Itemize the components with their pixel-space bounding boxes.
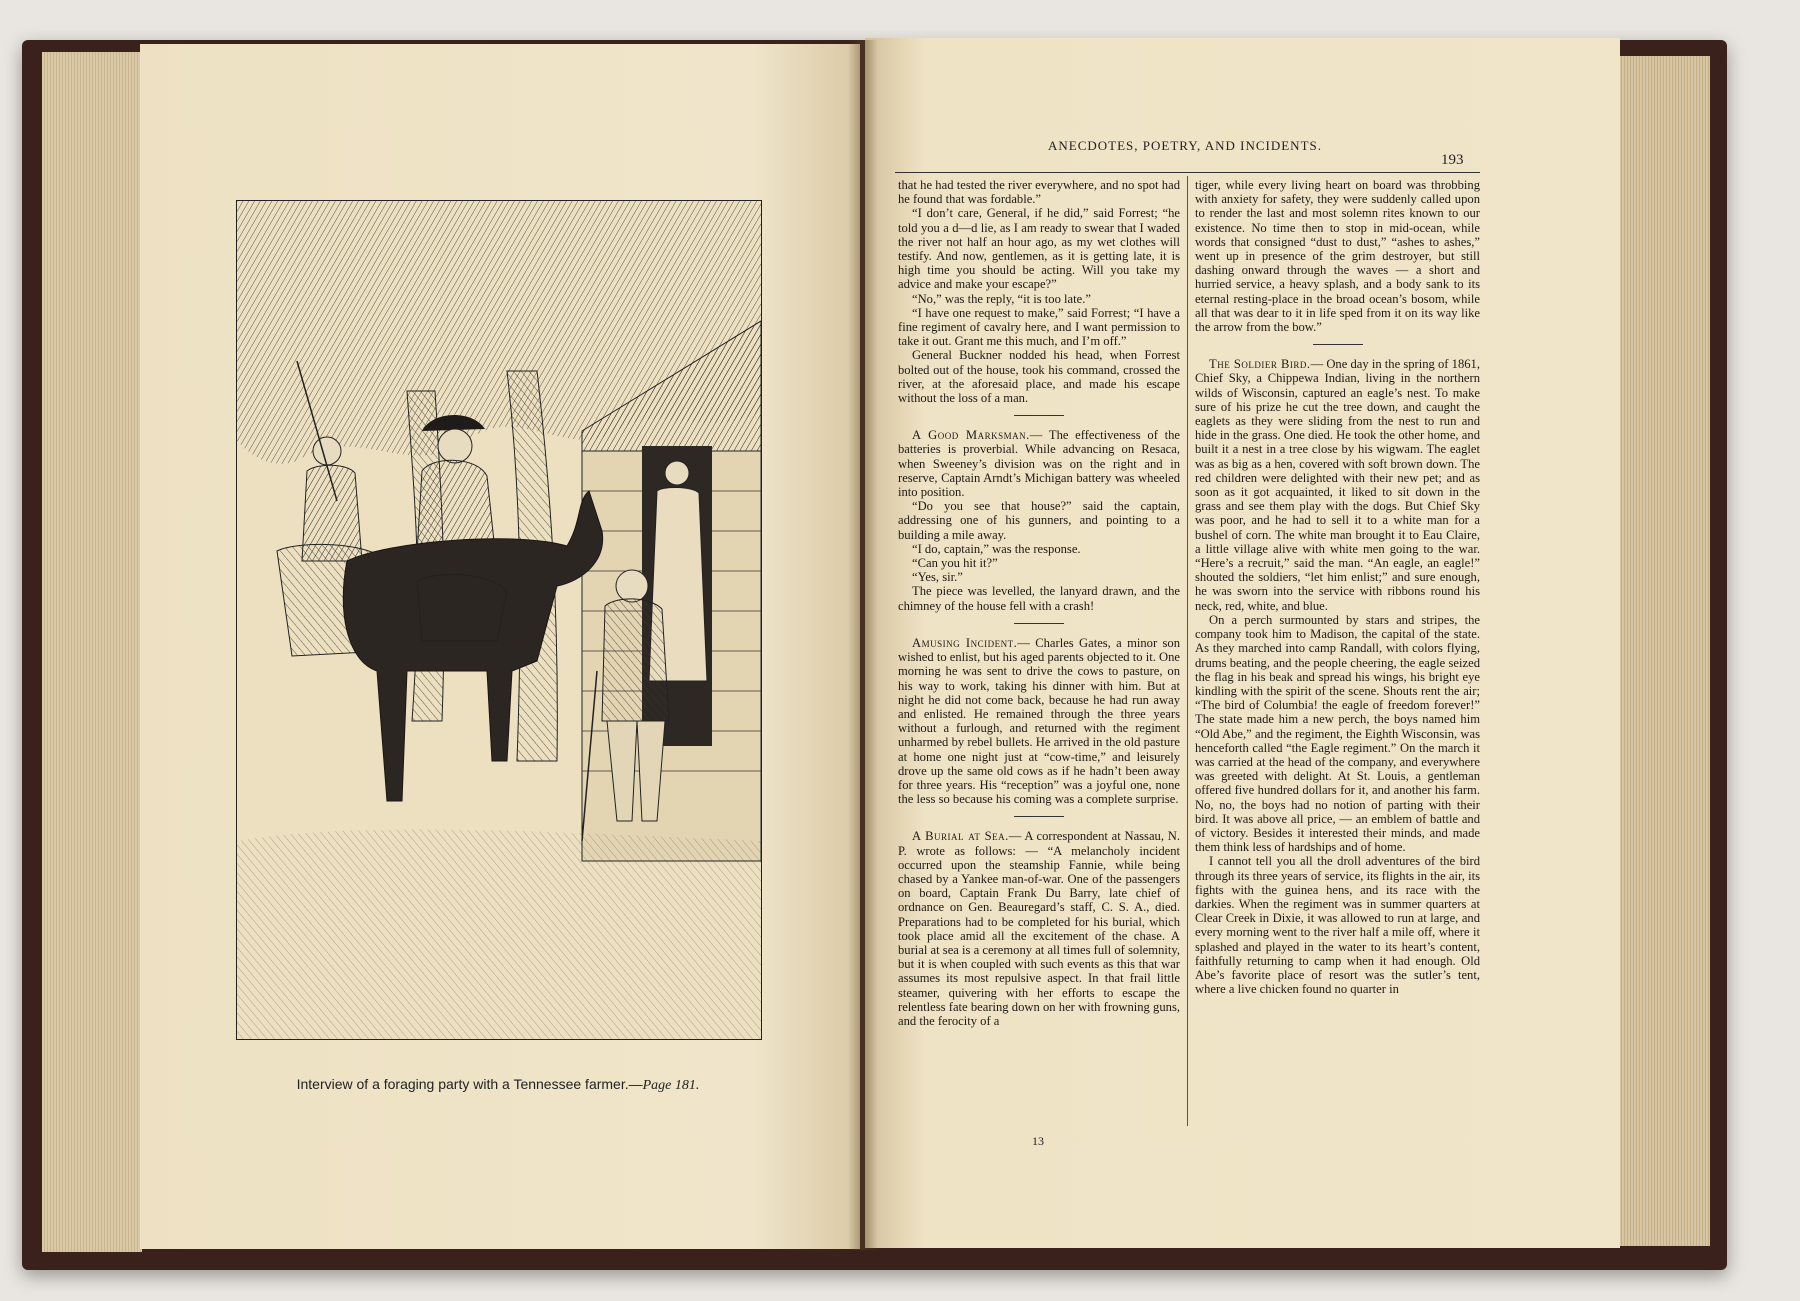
anecdote-amusing [898, 636, 1180, 806]
text-column-2 [1195, 178, 1480, 996]
caption-page-ref: Page 181. [642, 1078, 700, 1093]
column-rule [1187, 176, 1188, 1126]
anecdote-burial [898, 829, 1180, 1028]
section-divider [1014, 415, 1064, 416]
anecdote-soldier-bird [1195, 357, 1480, 613]
paragraph: “I do, captain,” was the response. [912, 541, 1081, 556]
page-edges-right [1610, 56, 1710, 1246]
anecdote-text: — A correspondent at Nassau, N. P. wrote as follows: — “A melancholy incident occurred upon the steamship Fannie, while being chased by a Yankee man-of-war. One of the passengers on board, Captain Frank Du Barry, late chief of ordnance on Gen. Beauregard’s staff, C. S. A., died. Preparations had to be completed for his burial, which took place amid all the excitement of the chase. A burial at sea is a ceremony at all times full of solemnity, but it is when coupled with such events as this that war assumes its most repulsive aspect. In that frail little steamer, quivering with her efforts to escape the relentless fate bearing down on her with frowning guns, and the ferocity of a [898, 829, 1180, 1028]
paragraph: On a perch surmounted by stars and stripes, the company took him to Madison, the capital of the state. As they marched into camp Randall, with colors flying, drums beating, and the people cheering, the eagle seized the flag in his beak and spread his wings, his bright eye kindling with the spirit of the scene. Shouts rent the air; “The bird of Columbia! the eagle of freedom forever!” The state made him a new perch, the boys named him “Old Abe,” and the regiment, the Eighth Wisconsin, was henceforth called “the Eagle regiment.” On the march it was carried at the head of the company, and everywhere was greeted with delight. At St. Louis, a gentleman offered five hundred dollars for it, and another his farm. No, no, the boys had no notion of parting with their bird. It was above all price, — an emblem of battle and of victory. Besides it interested their minds, and made them think less of hardships and of home. [1195, 612, 1480, 855]
caption-text: Interview of a foraging party with a Tennessee farmer.— [296, 1076, 643, 1092]
paragraph: The piece was levelled, the lanyard drawn, and the chimney of the house fell with a crash! [898, 584, 1180, 613]
anecdote-text: — The effectiveness of the batteries is proverbial. While advancing on Resaca, when Sweeney’s division was on the right and in reserve, Captain Arndt’s Michigan battery was wheeled into position. [898, 428, 1180, 500]
paragraph: “I don’t care, General, if he did,” said Forrest; “he told you a d—d lie, as I am ready to swear that I waded the river not half an hour ago, as my wet clothes will testify. And now, gentlemen, as it is getting late, it is high time you should be acting. Will you take my advice and make your escape?” [898, 206, 1180, 292]
paragraph: “I have one request to make,” said Forrest; “I have a fine regiment of cavalry here, and I want permission to take it out. Grant me this much, and I’m off.” [898, 305, 1180, 349]
signature-folio: 13 [1032, 1134, 1044, 1148]
paragraph: “Yes, sir.” [912, 570, 963, 585]
header-rule [895, 172, 1480, 173]
engraving-illustration [236, 200, 762, 1040]
paragraph: General Buckner nodded his head, when Forrest bolted out of the house, took his command, crossed the river, at the aforesaid place, and made his escape without the loss of a man. [898, 348, 1180, 406]
section-divider [1014, 816, 1064, 817]
text-column-1 [898, 178, 1180, 1028]
anecdote-title: A Burial at Sea. [912, 829, 1009, 844]
section-divider [1014, 623, 1064, 624]
section-divider [1313, 344, 1363, 345]
paragraph: that he had tested the river everywhere, and no spot had he found that was fordable.” [898, 178, 1180, 207]
anecdote-title: The Soldier Bird. [1209, 357, 1311, 372]
paragraph: “Do you see that house?” said the captain, addressing one of his gunners, and pointing to a building a mile away. [898, 499, 1180, 542]
anecdote-title: A Good Marksman. [912, 428, 1030, 443]
anecdote-title: Amusing Incident. [912, 635, 1018, 650]
paragraph: “No,” was the reply, “it is too late.” [912, 291, 1091, 306]
book-gutter [848, 40, 878, 1250]
paragraph: tiger, while every living heart on board was throbbing with anxiety for safety, they were suddenly called upon to render the last and most solemn rites known to our existence. No time then to stop in mid-ocean, while words that consigned “dust to dust,” “ashes to ashes,” went up in presence of the grim destroyer, but still dashing onward through the waves — a short and hurried service, a heavy splash, and a body sank to its eternal resting-place in the broad ocean’s bosom, while all that was dear to it in life sped from it on its way like the arrow from the bow.” [1195, 178, 1480, 335]
page-edges-left [42, 52, 142, 1252]
running-head: ANECDOTES, POETRY, AND INCIDENTS. [1048, 138, 1322, 153]
anecdote-text: — One day in the spring of 1861, Chief Sky, a Chippewa Indian, living in the northern wilds of Wisconsin, captured an eagle’s nest. To make sure of his prize he cut the tree down, and caught the eaglets as they were sliding from the nest to run and hide in the grass. One died. He took the other home, and built it a nest in a tree close by his wigwam. The eaglet was as big as a hen, covered with soft brown down. The red children were delighted with their new pet; and as soon as it got acquainted, it liked to sit down in the grass and see them play with the dogs. But Chief Sky was poor, and he had to sell it to a white man for a bushel of corn. The white man brought it to Eau Claire, a little village alive with white men going to the war. “Here’s a recruit,” said the man. “An eagle, an eagle!” shouted the soldiers, “let him enlist;” and sure enough, he was sworn into the service with ribbons round his neck, red, white, and blue. [1195, 357, 1480, 613]
anecdote-marksman [898, 428, 1180, 499]
illustration-caption [236, 1076, 760, 1094]
anecdote-text: — Charles Gates, a minor son wished to enlist, but his aged parents objected to it. One morning he was sent to drive the cows to pasture, on his way to work, taking his dinner with him. But at night he did not come back, because he had run away and enlisted. He remained through the three years without a furlough, and returned with the regiment unharmed by rebel bullets. He arrived in the old pasture at home one night just at “cow-time,” and leisurely drove up the same old cows as if he hadn’t been away for three years. His “reception” was a joyful one, none the less so because his coming was a complete surprise. [898, 635, 1181, 807]
page-number: 193 [1441, 152, 1464, 168]
paragraph: “Can you hit it?” [912, 556, 998, 571]
paragraph: I cannot tell you all the droll adventures of the bird through its three years of service, its flights in the air, its fights with the guinea hens, and its race with the darkies. When the regiment was in summer quarters at Clear Creek in Dixie, it was allowed to run at large, and every morning went to the river half a mile off, where it splashed and played in the water to its heart’s content, faithfully returning to camp when it had enough. Old Abe’s favorite place of resort was the sutler’s tent, where a live chicken found no quarter in [1195, 854, 1480, 997]
